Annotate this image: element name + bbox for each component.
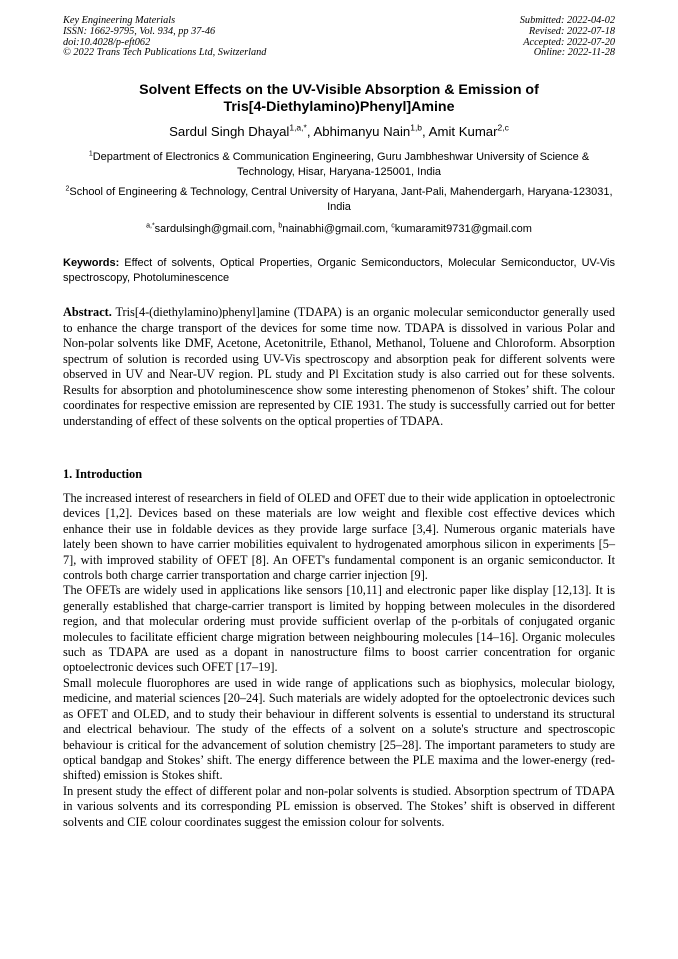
journal-name: Key Engineering Materials bbox=[63, 15, 176, 26]
keywords-block bbox=[63, 256, 615, 286]
submission-dates bbox=[520, 16, 615, 59]
paragraph: Small molecule fluorophores are used in wide range of applications such as biophysics, molecular biology, medicine, and material sciences [20–24]. Such materials are widely adopted for the optoelectronic devices such as OFET and OLED, and to study their behaviour in different solvents is essential to understand its structural and electrical behaviour. The study of the effects of a solvent on a solute's structure and spectroscopic behaviour is critical for the advancement of solution chemistry [25–28]. The important parameters to study are optical bandgap and Stokes’ shift. The energy difference between the PLE maxima and the lower-energy (red-shifted) emission is Stokes shift. bbox=[63, 675, 615, 783]
paper-title bbox=[63, 82, 615, 116]
email-marker: a,* bbox=[146, 222, 155, 230]
email-address[interactable]: kumaramit9731@gmail.com bbox=[394, 223, 532, 235]
email-marker: c bbox=[391, 222, 395, 230]
author-name: Amit Kumar bbox=[428, 124, 498, 139]
title-line-2: Tris[4-Diethylamino)Phenyl]Amine bbox=[223, 99, 455, 115]
title-line-1: Solvent Effects on the UV-Visible Absorption & Emission of bbox=[139, 82, 539, 98]
copyright: © 2022 Trans Tech Publications Ltd, Switzerland bbox=[63, 47, 267, 59]
author-emails: $^{a,*}$sardulsingh@gmail.com, $^b$nainabhi@gmail.com, $^c$kumaramit9731@gmail.com bbox=[146, 222, 532, 235]
email-marker: b bbox=[278, 222, 283, 230]
accepted-date: Accepted: 2022-07-20 bbox=[523, 36, 615, 48]
keywords-label: Keywords: bbox=[63, 257, 120, 269]
introduction-body bbox=[63, 491, 615, 830]
section-heading: 1. Introduction bbox=[63, 467, 143, 481]
author-name: Abhimanyu Nain bbox=[313, 124, 411, 139]
journal-info bbox=[63, 16, 266, 59]
affiliation-marker: 2 bbox=[65, 185, 70, 193]
author-affiliation-marker: 2,c bbox=[497, 122, 509, 133]
doi: doi:10.4028/p-eft062 bbox=[63, 36, 151, 48]
author-affiliation-marker: 1,b bbox=[410, 122, 423, 133]
revised-date: Revised: 2022-07-18 bbox=[528, 25, 615, 37]
issn-volume: ISSN: 1662-9795, Vol. 934, pp 37-46 bbox=[63, 25, 216, 37]
email-address[interactable]: nainabhi@gmail.com bbox=[282, 223, 386, 235]
abstract-block bbox=[63, 305, 615, 429]
abstract-label: Abstract. bbox=[63, 305, 112, 319]
affiliation-text: School of Engineering & Technology, Central University of Haryana, Jant-Pali, Mahendergarh, Haryana-123031, India bbox=[69, 186, 613, 213]
keywords-text: Effect of solvents, Optical Properties, Organic Semiconductors, Molecular Semiconductor, UV-Vis spectroscopy, Photoluminescence bbox=[63, 257, 615, 284]
affiliation-text: Department of Electronics & Communication Engineering, Guru Jambheshwar University of Science & Technology, Hisar, Haryana-125001, India bbox=[92, 151, 590, 178]
author-list: Sardul Singh Dhayal$^{1,a,*}$, Abhimanyu Nain$^{1,b}$, Amit Kumar$^{2,c}$ bbox=[169, 122, 509, 139]
affiliation-2 bbox=[63, 185, 615, 215]
paragraph: The OFETs are widely used in applications like sensors [10,11] and electronic paper like display [12,13]. It is generally established that charge-carrier transport is limited by hopping between molecules in the disordered region, and that molecular ordering must provide sufficient overlap of the p-orbitals of conjugated organic molecules to facilitate efficient charge migration between neighbouring molecules [14–16]. Organic molecules such as TDAPA are used as a dopant in nanostructure films to boost carrier concentration for organic optoelectronic devices such OFET [17–19]. bbox=[63, 583, 615, 675]
paragraph: In present study the effect of different polar and non-polar solvents is studied. Absorption spectrum of TDAPA in various solvents and its corresponding PL emission is observed. The Stokes’ shift is observed in different solvents and CIE colour coordinates suggest the emission colour for solvents. bbox=[63, 783, 615, 829]
abstract-text: Tris[4-(diethylamino)phenyl]amine (TDAPA) is an organic molecular semiconductor generally used to enhance the charge transport of the devices for some time now. TDAPA is dissolved in various Polar and Non-polar solvents like DMF, Acetone, Acetonitrile, Ethanol, Methanol, Toluene and Chloroform. Absorption spectrum of solution is recorded using UV-Vis spectroscopy and absorption peak for different solvents were observed in UV and Near-UV region. PL study and Pl Excitation study is also carried out for these solvents. Results for absorption and photoluminescence show some interesting phenomenon of Stokes’ shift. The colour coordinates for respective emission are represented by CIE 1931. The study is successfully carried out for better understanding of effect of these solvents on the optical properties of TDAPA. bbox=[63, 305, 615, 428]
affiliation-marker: 1 bbox=[88, 150, 93, 158]
affiliation-1 bbox=[63, 150, 615, 180]
author-name: Sardul Singh Dhayal bbox=[169, 124, 290, 139]
paragraph: The increased interest of researchers in field of OLED and OFET due to their wide application in optoelectronic devices [1,2]. Devices based on these materials are low weight and flexible cost effective devices which enhance their use in foldable devices as they provide large surface [3,4]. Numerous organic materials have lately been shown to have carrier mobilities equivalent to hydrogenated amorphous silicon in experiments [5–7], with improved stability of OFET [8]. An OFET's fundamental component is an organic semiconductor. It controls both charge carrier transportation and charge carrier injection [9]. bbox=[63, 491, 615, 583]
email-address[interactable]: sardulsingh@gmail.com bbox=[154, 223, 273, 235]
online-date: Online: 2022-11-28 bbox=[533, 47, 615, 59]
submitted-date: Submitted: 2022-04-02 bbox=[519, 15, 615, 26]
author-affiliation-marker: 1,a,* bbox=[289, 122, 307, 133]
